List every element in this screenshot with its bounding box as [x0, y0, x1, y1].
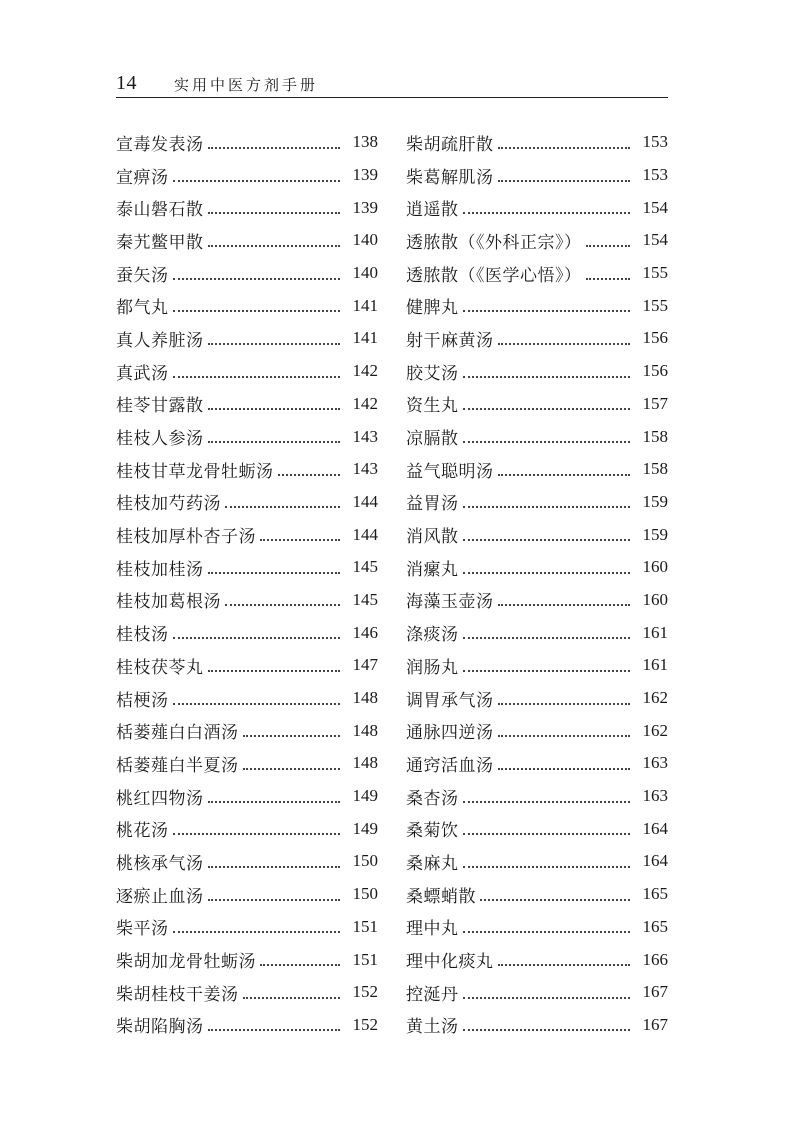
toc-entry-page: 150: [352, 851, 378, 871]
toc-entry-title: 泰山磐石散: [116, 200, 204, 221]
toc-entry[interactable]: [116, 453, 378, 486]
toc-entry[interactable]: [406, 911, 668, 944]
toc-entry-title: 益胃汤: [406, 494, 459, 515]
toc-entry-page: 155: [642, 263, 668, 283]
toc-entry-page: 163: [642, 786, 668, 806]
toc-entry[interactable]: [116, 1009, 378, 1042]
toc-entry-page: 143: [352, 459, 378, 479]
toc-entry-page: 147: [352, 655, 378, 675]
toc-entry[interactable]: [116, 878, 378, 911]
toc-entry-title: 海藻玉壶汤: [406, 592, 494, 613]
dot-leader: [463, 309, 631, 312]
toc-entry-page: 148: [352, 753, 378, 773]
toc-entry-title: 柴平汤: [116, 919, 169, 940]
toc-entry-page: 148: [352, 688, 378, 708]
toc-entry-page: 141: [352, 328, 378, 348]
toc-entry-page: 157: [642, 393, 668, 413]
toc-entry-page: 158: [642, 459, 668, 479]
toc-entry-page: 161: [642, 655, 668, 675]
toc-entry-page: 138: [352, 132, 378, 152]
dot-leader: [463, 538, 631, 541]
dot-leader: [260, 538, 340, 541]
dot-leader: [208, 800, 341, 803]
toc-entry-page: 165: [642, 916, 668, 936]
toc-entry-page: 166: [642, 949, 668, 969]
toc-entry-page: 156: [642, 361, 668, 381]
dot-leader: [463, 930, 631, 933]
toc-entry[interactable]: [406, 747, 668, 780]
dot-leader: [463, 669, 631, 672]
toc-entry-title: 真武汤: [116, 363, 169, 384]
toc-entry[interactable]: [406, 453, 668, 486]
toc-entry[interactable]: [116, 257, 378, 290]
toc-entry[interactable]: [116, 616, 378, 649]
toc-entry-page: 142: [352, 361, 378, 381]
toc-entry-title: 透脓散（《医学心悟》）: [406, 265, 582, 286]
toc-entry[interactable]: [116, 224, 378, 257]
dot-leader: [498, 473, 631, 476]
toc-entry-title: 消风散: [406, 527, 459, 548]
toc-entry-page: 160: [642, 589, 668, 609]
toc-entry-page: 165: [642, 884, 668, 904]
toc-entry-title: 桂枝人参汤: [116, 429, 204, 450]
toc-entry-title: 蚕矢汤: [116, 265, 169, 286]
toc-entry-title: 润肠丸: [406, 657, 459, 678]
toc-entry[interactable]: [116, 126, 378, 159]
toc-entry-page: 154: [642, 197, 668, 217]
toc-entry-page: 140: [352, 230, 378, 250]
toc-entry[interactable]: [406, 355, 668, 388]
dot-leader: [480, 898, 630, 901]
dot-leader: [208, 146, 341, 149]
toc-entry-title: 调胃承气汤: [406, 690, 494, 711]
toc-entry-title: 黄土汤: [406, 1017, 459, 1038]
toc-entry-title: 桂枝茯苓丸: [116, 657, 204, 678]
toc-entry[interactable]: [406, 780, 668, 813]
toc-entry-page: 151: [352, 949, 378, 969]
toc-entry[interactable]: [406, 943, 668, 976]
dot-leader: [173, 277, 341, 280]
dot-leader: [208, 342, 341, 345]
toc-entry-page: 149: [352, 786, 378, 806]
toc-column-left: [116, 126, 378, 1041]
dot-leader: [463, 407, 631, 410]
toc-entry-page: 164: [642, 818, 668, 838]
toc-entry-page: 163: [642, 753, 668, 773]
toc-entry-title: 柴葛解肌汤: [406, 167, 494, 188]
dot-leader: [173, 636, 341, 639]
toc-entry-page: 153: [642, 165, 668, 185]
toc-entry-title: 健脾丸: [406, 298, 459, 319]
toc-entry-page: 145: [352, 589, 378, 609]
toc-entry-title: 凉膈散: [406, 429, 459, 450]
toc-entry-title: 理中丸: [406, 919, 459, 940]
toc-entry-title: 柴胡陷胸汤: [116, 1017, 204, 1038]
toc-entry[interactable]: [406, 1009, 668, 1042]
toc-entry-title: 桃红四物汤: [116, 788, 204, 809]
toc-entry-title: 桔梗汤: [116, 690, 169, 711]
toc-entry-page: 162: [642, 688, 668, 708]
dot-leader: [463, 211, 631, 214]
dot-leader: [208, 211, 341, 214]
dot-leader: [463, 800, 631, 803]
toc-entry-title: 桂枝加葛根汤: [116, 592, 221, 613]
toc-entry-title: 都气丸: [116, 298, 169, 319]
toc-entry-title: 桂枝加厚朴杏子汤: [116, 527, 256, 548]
toc-entry[interactable]: [116, 551, 378, 584]
toc-entry-title: 桂枝加芍药汤: [116, 494, 221, 515]
toc-entry[interactable]: [406, 714, 668, 747]
dot-leader: [463, 636, 631, 639]
toc-entry-title: 控涎丹: [406, 984, 459, 1005]
toc-entry-title: 桂苓甘露散: [116, 396, 204, 417]
toc-entry-title: 宣痹汤: [116, 167, 169, 188]
dot-leader: [208, 669, 341, 672]
toc-entry-title: 真人养脏汤: [116, 330, 204, 351]
toc-entry[interactable]: [116, 812, 378, 845]
toc-entry-page: 158: [642, 426, 668, 446]
dot-leader: [463, 375, 631, 378]
toc-entry-page: 155: [642, 295, 668, 315]
toc-entry[interactable]: [406, 486, 668, 519]
toc-entry[interactable]: [406, 126, 668, 159]
toc-entry[interactable]: [116, 159, 378, 192]
toc-entry-page: 143: [352, 426, 378, 446]
toc-entry-title: 桂枝甘草龙骨牡蛎汤: [116, 461, 274, 482]
toc-entry[interactable]: [116, 911, 378, 944]
toc-entry-title: 宣毒发表汤: [116, 134, 204, 155]
toc-entry[interactable]: [116, 486, 378, 519]
toc-entry-page: 150: [352, 884, 378, 904]
dot-leader: [586, 277, 631, 280]
dot-leader: [463, 996, 631, 999]
toc-entry[interactable]: [116, 518, 378, 551]
toc-entry[interactable]: [116, 780, 378, 813]
toc-entry-page: 140: [352, 263, 378, 283]
toc-entry-page: 148: [352, 720, 378, 740]
dot-leader: [463, 505, 631, 508]
toc-entry[interactable]: [116, 747, 378, 780]
toc-entry[interactable]: [116, 388, 378, 421]
dot-leader: [173, 309, 341, 312]
dot-leader: [278, 473, 341, 476]
toc-entry[interactable]: [406, 812, 668, 845]
dot-leader: [173, 375, 341, 378]
toc-column-right: [406, 126, 668, 1041]
toc-entry[interactable]: [116, 322, 378, 355]
toc-entry-title: 桑杏汤: [406, 788, 459, 809]
toc-entry[interactable]: [116, 649, 378, 682]
toc-entry-title: 射干麻黄汤: [406, 330, 494, 351]
dot-leader: [498, 963, 631, 966]
toc-entry-title: 资生丸: [406, 396, 459, 417]
toc-entry[interactable]: [406, 551, 668, 584]
dot-leader: [208, 898, 341, 901]
dot-leader: [498, 603, 631, 606]
toc-entry[interactable]: [406, 289, 668, 322]
dot-leader: [243, 734, 341, 737]
toc-entry-title: 透脓散（《外科正宗》）: [406, 232, 582, 253]
dot-leader: [463, 571, 631, 574]
toc-entry-page: 144: [352, 524, 378, 544]
header-rule: [116, 97, 668, 98]
toc-entry[interactable]: [406, 584, 668, 617]
dot-leader: [173, 702, 341, 705]
toc-entry-title: 柴胡桂枝干姜汤: [116, 984, 239, 1005]
toc-entry[interactable]: [116, 420, 378, 453]
dot-leader: [208, 407, 341, 410]
toc-entry-title: 栝蒌薤白白酒汤: [116, 723, 239, 744]
toc-entry-title: 益气聪明汤: [406, 461, 494, 482]
dot-leader: [208, 865, 341, 868]
toc-entry-page: 156: [642, 328, 668, 348]
toc-entry[interactable]: [406, 159, 668, 192]
toc-entry[interactable]: [406, 878, 668, 911]
toc-entry[interactable]: [406, 420, 668, 453]
dot-leader: [225, 603, 340, 606]
toc-entry-title: 桃花汤: [116, 821, 169, 842]
toc-entry-page: 149: [352, 818, 378, 838]
toc-entry[interactable]: [406, 518, 668, 551]
toc-entry-page: 153: [642, 132, 668, 152]
toc-entry[interactable]: [116, 943, 378, 976]
toc-entry[interactable]: [116, 714, 378, 747]
toc-entry-title: 通窍活血汤: [406, 755, 494, 776]
toc-entry[interactable]: [406, 322, 668, 355]
toc-entry[interactable]: [406, 616, 668, 649]
page-number: 14: [116, 72, 137, 94]
toc-entry-page: 152: [352, 982, 378, 1002]
toc-entry-title: 胶艾汤: [406, 363, 459, 384]
toc-entry-page: 139: [352, 165, 378, 185]
toc-entry[interactable]: [406, 388, 668, 421]
dot-leader: [243, 767, 341, 770]
dot-leader: [173, 179, 341, 182]
toc-entry-page: 144: [352, 491, 378, 511]
toc-entry[interactable]: [406, 224, 668, 257]
toc-entry[interactable]: [116, 845, 378, 878]
dot-leader: [173, 832, 341, 835]
toc-entry[interactable]: [116, 682, 378, 715]
toc-entry-page: 161: [642, 622, 668, 642]
toc-entry[interactable]: [116, 976, 378, 1009]
toc-entry[interactable]: [406, 976, 668, 1009]
toc-entry-page: 159: [642, 491, 668, 511]
toc-entry-title: 桑菊饮: [406, 821, 459, 842]
dot-leader: [463, 1028, 631, 1031]
toc-entry[interactable]: [406, 682, 668, 715]
toc-entry-title: 消瘰丸: [406, 559, 459, 580]
toc-entry-title: 逐瘀止血汤: [116, 886, 204, 907]
toc-entry-page: 160: [642, 557, 668, 577]
toc-entry-title: 柴胡加龙骨牡蛎汤: [116, 952, 256, 973]
toc-entry-title: 理中化痰丸: [406, 952, 494, 973]
toc-entry-title: 桂枝汤: [116, 625, 169, 646]
toc-entry[interactable]: [116, 191, 378, 224]
dot-leader: [463, 832, 631, 835]
running-title: 实用中医方剂手册: [174, 76, 319, 94]
dot-leader: [498, 702, 631, 705]
dot-leader: [208, 440, 341, 443]
toc-entry-title: 桑螵蛸散: [406, 886, 476, 907]
dot-leader: [225, 505, 340, 508]
dot-leader: [498, 342, 631, 345]
dot-leader: [498, 767, 631, 770]
toc-entry[interactable]: [406, 649, 668, 682]
dot-leader: [463, 440, 631, 443]
toc-entry-title: 柴胡疏肝散: [406, 134, 494, 155]
page-header: [116, 70, 668, 100]
toc-entry-title: 涤痰汤: [406, 625, 459, 646]
toc-entry-title: 桑麻丸: [406, 853, 459, 874]
toc-entry-page: 159: [642, 524, 668, 544]
toc-entry-page: 164: [642, 851, 668, 871]
toc-entry[interactable]: [116, 355, 378, 388]
dot-leader: [243, 996, 341, 999]
toc-entry-page: 152: [352, 1014, 378, 1034]
dot-leader: [173, 930, 341, 933]
dot-leader: [586, 244, 631, 247]
toc-entry[interactable]: [406, 257, 668, 290]
toc-entry-title: 栝蒌薤白半夏汤: [116, 755, 239, 776]
dot-leader: [498, 179, 631, 182]
toc-entry[interactable]: [116, 289, 378, 322]
toc-entry-page: 145: [352, 557, 378, 577]
toc-entry-title: 桃核承气汤: [116, 853, 204, 874]
toc-entry[interactable]: [116, 584, 378, 617]
toc-entry-page: 146: [352, 622, 378, 642]
toc-entry[interactable]: [406, 191, 668, 224]
toc-entry-page: 162: [642, 720, 668, 740]
dot-leader: [463, 865, 631, 868]
toc-entry[interactable]: [406, 845, 668, 878]
toc-entry-page: 141: [352, 295, 378, 315]
toc-entry-title: 通脉四逆汤: [406, 723, 494, 744]
dot-leader: [208, 571, 341, 574]
toc-entry-title: 秦艽鳖甲散: [116, 232, 204, 253]
dot-leader: [260, 963, 340, 966]
toc-entry-page: 151: [352, 916, 378, 936]
dot-leader: [208, 1028, 341, 1031]
toc-entry-title: 桂枝加桂汤: [116, 559, 204, 580]
toc-entry-page: 142: [352, 393, 378, 413]
toc-entry-page: 139: [352, 197, 378, 217]
toc-entry-page: 154: [642, 230, 668, 250]
toc-entry-page: 167: [642, 982, 668, 1002]
toc-entry-title: 逍遥散: [406, 200, 459, 221]
dot-leader: [208, 244, 341, 247]
dot-leader: [498, 146, 631, 149]
toc-entry-page: 167: [642, 1014, 668, 1034]
dot-leader: [498, 734, 631, 737]
